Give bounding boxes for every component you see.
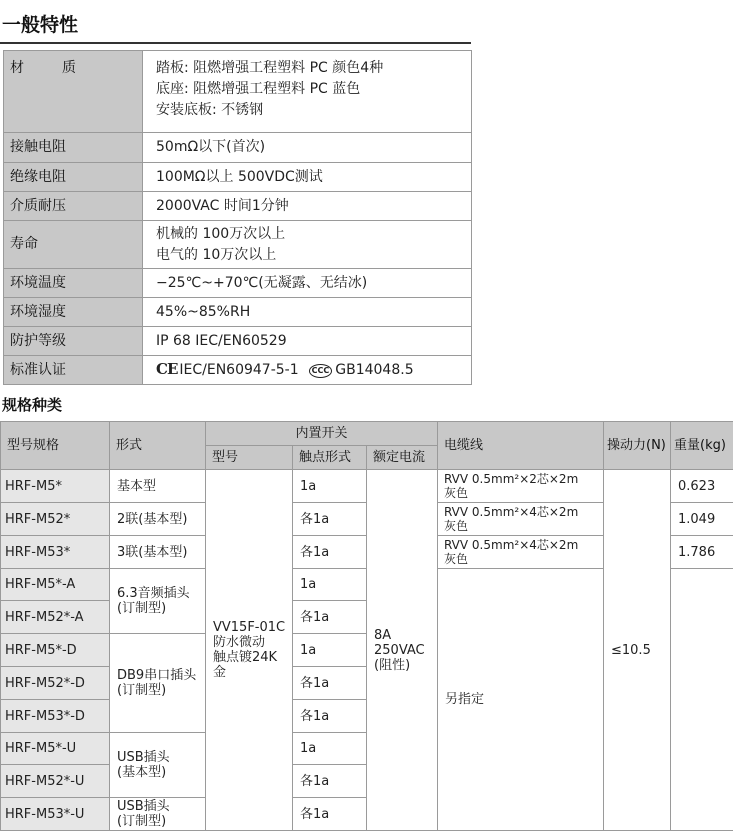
spec-value	[143, 51, 472, 133]
model-spec-table	[0, 421, 733, 831]
model-cell: HRF-M53*	[1, 536, 110, 569]
spec-value: 45%~85%RH	[143, 298, 472, 327]
general-spec-table	[3, 50, 472, 385]
rated-current-text: 8A 250VAC (阻性)	[374, 627, 425, 673]
model-cell: HRF-M5*-A	[1, 569, 110, 601]
cable-cell: RVV 0.5mm²×4芯×2m 灰色	[438, 536, 604, 569]
contact-cell: 各1a	[293, 503, 367, 536]
section-title-general: 一般特性	[2, 14, 79, 36]
spec-key: 介质耐压	[4, 192, 143, 221]
life-line-2: 电气的 10万次以上	[156, 246, 277, 263]
header-switch-model: 型号	[206, 446, 293, 470]
key-char-1: 材	[10, 60, 24, 76]
spec-row-dielectric	[4, 192, 472, 221]
form-cell: 基本型	[110, 470, 206, 503]
spec-key: 防护等级	[4, 327, 143, 356]
model-cell: HRF-M52*-D	[1, 667, 110, 700]
spec-key: 环境湿度	[4, 298, 143, 327]
spec-row-humidity	[4, 298, 472, 327]
weight-cell-empty	[671, 569, 733, 831]
header-switch-group: 内置开关	[206, 422, 438, 446]
spec-row-life	[4, 221, 472, 269]
contact-cell: 各1a	[293, 667, 367, 700]
model-cell: HRF-M53*-U	[1, 798, 110, 831]
spec-value: −25℃~+70℃(无凝露、无结冰)	[143, 269, 472, 298]
ce-mark-icon: CE	[156, 360, 178, 378]
cert-gb: GB14048.5	[335, 362, 414, 378]
cert-iec: IEC/EN60947-5-1	[179, 362, 299, 378]
header-contact: 触点形式	[293, 446, 367, 470]
weight-cell: 1.786	[671, 536, 733, 569]
cable-cell: 另指定	[438, 569, 604, 831]
model-cell: HRF-M52*	[1, 503, 110, 536]
weight-cell: 1.049	[671, 503, 733, 536]
material-key	[10, 58, 76, 79]
contact-cell: 1a	[293, 733, 367, 765]
model-cell: HRF-M53*-D	[1, 700, 110, 733]
contact-cell: 各1a	[293, 601, 367, 634]
spec-value	[143, 221, 472, 269]
header-rated-current: 额定电流	[367, 446, 438, 470]
contact-cell: 1a	[293, 470, 367, 503]
spec-key: 寿命	[4, 221, 143, 269]
section-title-models: 规格种类	[2, 396, 63, 414]
contact-cell: 各1a	[293, 798, 367, 831]
form-cell: USB插头 (订制型)	[110, 798, 206, 831]
material-line-2: 底座: 阻燃增强工程塑料 PC 蓝色	[156, 81, 361, 97]
force-cell: ≤10.5	[604, 470, 671, 831]
model-cell: HRF-M52*-A	[1, 601, 110, 634]
spec-value: IP 68 IEC/EN60529	[143, 327, 472, 356]
header-row-1	[1, 422, 733, 446]
spec-value: 100MΩ以上 500VDC测试	[143, 163, 472, 192]
spec-row-protection	[4, 327, 472, 356]
spec-row-certification	[4, 356, 472, 385]
header-form: 形式	[110, 422, 206, 470]
ccc-mark-icon: CCC	[309, 364, 333, 378]
model-cell: HRF-M5*	[1, 470, 110, 503]
spec-key: 环境温度	[4, 269, 143, 298]
material-line-1: 踏板: 阻燃增强工程塑料 PC 颜色4种	[156, 60, 384, 76]
header-force: 操动力(N)	[604, 422, 671, 470]
spec-key	[4, 51, 143, 133]
contact-cell: 各1a	[293, 536, 367, 569]
spec-row-temperature	[4, 269, 472, 298]
spec-row-contact-resistance	[4, 133, 472, 163]
table-row	[1, 470, 733, 503]
switch-model-text: VV15F-01C 防水微动 触点镀24K金	[213, 620, 286, 680]
spec-value	[143, 356, 472, 385]
form-cell: 6.3音频插头 (订制型)	[110, 569, 206, 634]
title-rule	[0, 42, 471, 44]
spec-key: 绝缘电阻	[4, 163, 143, 192]
cable-cell: RVV 0.5mm²×4芯×2m 灰色	[438, 503, 604, 536]
header-model: 型号规格	[1, 422, 110, 470]
switch-model-cell	[206, 470, 293, 831]
header-weight: 重量(kg)	[671, 422, 733, 470]
weight-cell: 0.623	[671, 470, 733, 503]
material-line-3: 安装底板: 不锈钢	[156, 102, 264, 118]
spec-value: 50mΩ以下(首次)	[143, 133, 472, 163]
contact-cell: 各1a	[293, 700, 367, 733]
form-cell: 2联(基本型)	[110, 503, 206, 536]
spec-value: 2000VAC 时间1分钟	[143, 192, 472, 221]
model-cell: HRF-M52*-U	[1, 765, 110, 798]
model-cell: HRF-M5*-D	[1, 634, 110, 667]
life-line-1: 机械的 100万次以上	[156, 225, 286, 242]
form-cell: USB插头 (基本型)	[110, 733, 206, 798]
contact-cell: 1a	[293, 634, 367, 667]
key-char-2: 质	[62, 60, 76, 76]
form-cell: 3联(基本型)	[110, 536, 206, 569]
cable-cell: RVV 0.5mm²×2芯×2m 灰色	[438, 470, 604, 503]
contact-cell: 各1a	[293, 765, 367, 798]
spec-row-material	[4, 51, 472, 133]
model-cell: HRF-M5*-U	[1, 733, 110, 765]
spec-row-insulation-resistance	[4, 163, 472, 192]
form-cell: DB9串口插头 (订制型)	[110, 634, 206, 733]
rated-current-cell	[367, 470, 438, 831]
header-cable: 电缆线	[438, 422, 604, 470]
spec-key: 标准认证	[4, 356, 143, 385]
spec-key: 接触电阻	[4, 133, 143, 163]
contact-cell: 1a	[293, 569, 367, 601]
